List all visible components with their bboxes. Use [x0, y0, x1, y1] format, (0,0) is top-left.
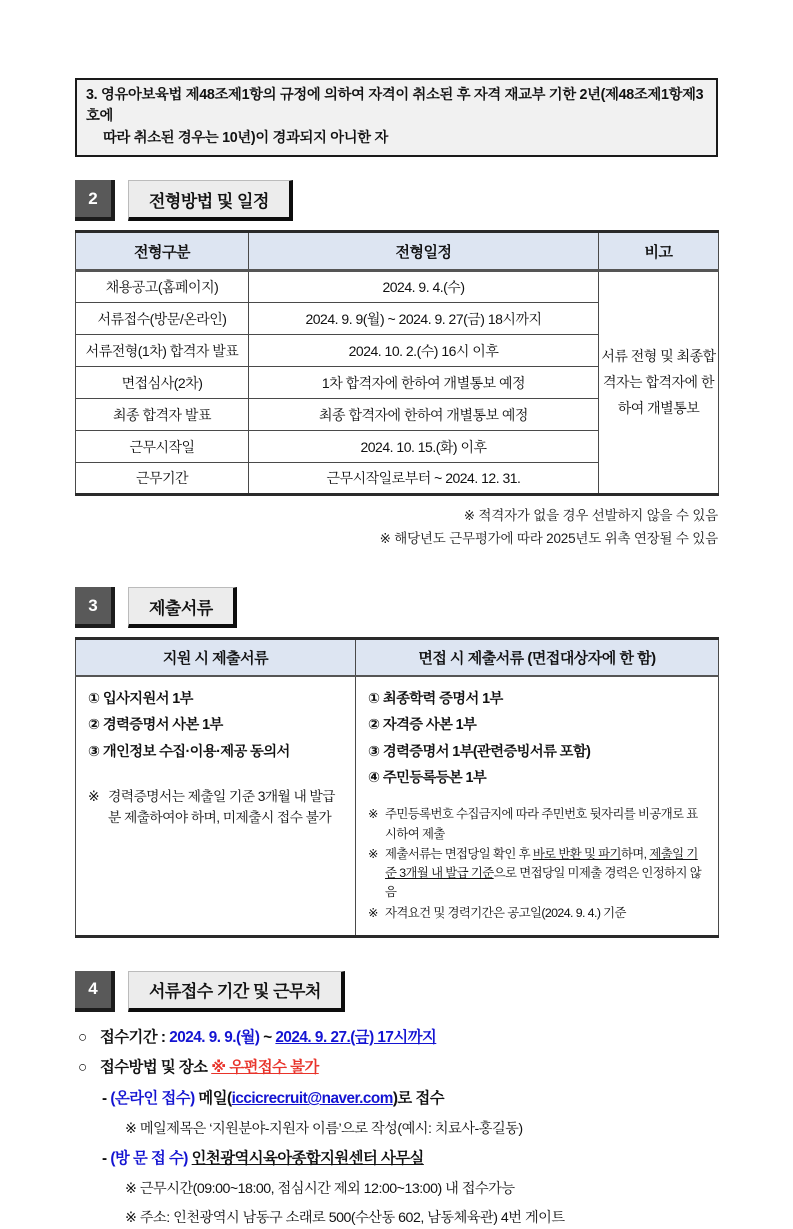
online-pre-text: 메일(: [194, 1090, 232, 1108]
circle-bullet: ○: [78, 1059, 87, 1077]
visit-hours-note: ※ 근무시간(09:00~18:00, 점심시간 제외 12:00~13:00) 내 접수가능: [125, 1180, 515, 1197]
dash-bullet: -: [102, 1090, 107, 1108]
apply-doc-item: ① 입사지원서 1부: [88, 690, 193, 707]
visit-place: 인천광역시육아종합지원센터 사무실: [191, 1149, 424, 1167]
disqualification-note-line1: 3. 영유아보육법 제48조제1항의 규정에 의하여 자격이 취소된 후 자격 재교부 기한 2년(제48조제1항제3호에: [86, 87, 704, 125]
note-marker: ※: [88, 789, 99, 804]
row-schedule: 2024. 9. 4.(수): [249, 271, 599, 303]
circle-bullet: ○: [78, 1028, 87, 1046]
period-start-date: 2024. 9. 9.(월): [169, 1028, 260, 1046]
interview-note-deadline: [368, 904, 708, 923]
header-apply-docs: 지원 시 제출서류: [76, 639, 356, 676]
section4-header: [75, 971, 718, 1012]
row-category: 면접심사(2차): [76, 367, 249, 399]
visit-application-line: [75, 1147, 718, 1171]
visit-address-note: ※ 주소: 인천광역시 남동구 소래로 500(수산동 602, 남동체육관) 4번 게이트: [125, 1209, 565, 1226]
period-end-date: 2024. 9. 27.(금) 17시까지: [275, 1028, 437, 1046]
documents-table-body-row: [76, 676, 719, 937]
schedule-footnotes: [75, 505, 718, 551]
disqualification-note-box: [75, 78, 718, 157]
section4-number-badge: 4: [75, 971, 115, 1012]
interview-docs-cell: [356, 676, 719, 937]
note-segment: 으로 면접당일 미제출 경력은 인정하지 않음: [385, 866, 702, 900]
note-segment: 제출서류는 면접당일 확인 후: [385, 846, 533, 861]
row-schedule: 근무시작일로부터 ~ 2024. 12. 31.: [249, 463, 599, 495]
section2-number-badge: 2: [75, 180, 115, 221]
section2-title: 전형방법 및 일정: [128, 180, 293, 221]
schedule-table: [75, 230, 719, 496]
documents-table-header-row: [76, 639, 719, 676]
section3-number-badge: 3: [75, 587, 115, 628]
header-interview-docs: 면접 시 제출서류 (면접대상자에 한 함): [356, 639, 719, 676]
application-period-line: [75, 1026, 718, 1050]
footnote-extension: ※ 해당년도 근무평가에 따라 2025년도 위촉 연장될 수 있음: [379, 531, 718, 547]
interview-doc-item: ④ 주민등록등본 1부: [368, 770, 487, 786]
section3-title: 제출서류: [128, 587, 237, 628]
interview-docs-notes: [368, 805, 708, 922]
note-marker: ※: [368, 807, 378, 822]
email-subject-note: ※ 메일제목은 ‘지원분야-지원자 이름’으로 작성(예시: 치료사-홍길동): [125, 1120, 523, 1137]
note-segment-underlined: 제출일 기준 3개월 내 발급 기준: [385, 846, 698, 881]
row-category: 서류접수(방문/온라인): [76, 303, 249, 335]
note-segment-underlined: 바로 반환 및 파기: [532, 846, 621, 861]
interview-note-deadline-text: 자격요건 및 경력기간은 공고일(2024. 9. 4.) 기준: [385, 905, 626, 920]
row-category: 근무기간: [76, 463, 249, 495]
interview-doc-item: ① 최종학력 증명서 1부: [368, 690, 503, 707]
row-category: 서류전형(1차) 합격자 발표: [76, 335, 249, 367]
row-category: 근무시작일: [76, 431, 249, 463]
header-schedule: 전형일정: [249, 232, 599, 271]
apply-docs-note: [88, 787, 345, 828]
documents-table: [75, 637, 719, 938]
header-category: 전형구분: [76, 232, 249, 271]
row-schedule: 2024. 10. 2.(수) 16시 이후: [249, 335, 599, 367]
row-schedule: 2024. 9. 9(월) ~ 2024. 9. 27(금) 18시까지: [249, 303, 599, 335]
period-tilde: ~: [259, 1028, 276, 1046]
section3-header: [75, 587, 718, 628]
email-link[interactable]: iccicrecruit@naver.com: [231, 1090, 393, 1108]
row-category: 채용공고(홈페이지): [76, 271, 249, 303]
dash-bullet: -: [102, 1149, 107, 1167]
method-label: 접수방법 및 장소: [100, 1059, 212, 1077]
interview-note-return-text: [385, 845, 708, 903]
section2-header: [75, 180, 718, 221]
apply-doc-item: ③ 개인정보 수집·이용·제공 동의서: [88, 743, 290, 760]
online-application-line: [75, 1087, 718, 1111]
header-remark: 비고: [599, 232, 719, 271]
apply-docs-cell: [76, 676, 356, 937]
apply-doc-item: ② 경력증명서 사본 1부: [88, 717, 223, 734]
application-method-line: [75, 1056, 718, 1080]
row-category: 최종 합격자 발표: [76, 399, 249, 431]
no-mail-warning: ※ 우편접수 불가: [211, 1059, 319, 1077]
note-marker: ※: [368, 905, 378, 920]
interview-note-return: [368, 845, 708, 903]
row-schedule: 최종 합격자에 한하여 개별통보 예정: [249, 399, 599, 431]
interview-note-privacy-text: 주민등록번호 수집금지에 따라 주민번호 뒷자리를 비공개로 표시하여 제출: [385, 807, 698, 841]
interview-doc-item: ③ 경력증명서 1부(관련증빙서류 포함): [368, 743, 591, 760]
visit-tag: (방 문 접 수): [110, 1149, 188, 1167]
remark-cell: 서류 전형 및 최종합격자는 합격자에 한하여 개별통보: [599, 271, 719, 495]
schedule-table-header-row: [76, 232, 719, 271]
interview-note-privacy: [368, 805, 708, 843]
interview-doc-item: ② 자격증 사본 1부: [368, 717, 477, 734]
online-post-text: )로 접수: [392, 1090, 445, 1108]
note-segment: 하며,: [620, 846, 650, 861]
period-label: 접수기간 :: [100, 1028, 170, 1046]
note-marker: ※: [368, 846, 378, 861]
disqualification-note-line2: 따라 취소된 경우는 10년)이 경과되지 아니한 자: [103, 129, 388, 146]
footnote-selection: ※ 적격자가 없을 경우 선발하지 않을 수 있음: [463, 508, 718, 524]
online-tag: (온라인 접수): [110, 1090, 195, 1108]
row-schedule: 1차 합격자에 한하여 개별통보 예정: [249, 367, 599, 399]
apply-docs-note-text: 경력증명서는 제출일 기준 3개월 내 발급분 제출하여야 하며, 미제출시 접수 불가: [108, 789, 335, 825]
table-row: [76, 271, 719, 303]
row-schedule: 2024. 10. 15.(화) 이후: [249, 431, 599, 463]
section4-title: 서류접수 기간 및 근무처: [128, 971, 345, 1012]
section4-body: [75, 1026, 718, 1229]
